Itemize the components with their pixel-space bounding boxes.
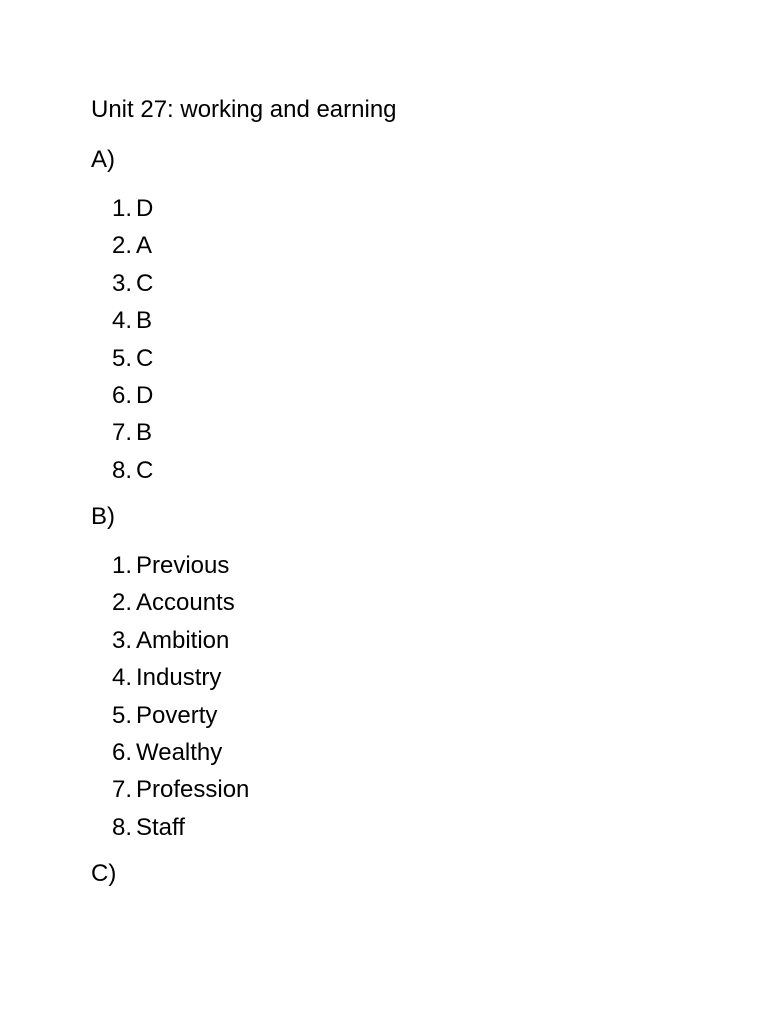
item-answer: D <box>136 381 154 409</box>
item-answer: Accounts <box>136 589 235 617</box>
item-answer: A <box>136 232 153 260</box>
list-item <box>112 809 249 846</box>
list-item <box>112 340 153 377</box>
list-item <box>112 659 249 696</box>
list-item <box>112 265 153 302</box>
section-a-answer-list <box>112 190 153 489</box>
item-number: 5. <box>112 344 133 372</box>
item-answer: C <box>136 344 154 372</box>
item-answer: B <box>136 307 153 335</box>
list-item <box>112 734 249 771</box>
item-number: 4. <box>112 307 133 335</box>
list-item <box>112 584 249 621</box>
item-number: 5. <box>112 701 133 729</box>
item-answer: B <box>136 419 153 447</box>
section-b-label: B) <box>91 503 115 530</box>
item-answer: C <box>136 456 154 484</box>
item-number: 7. <box>112 776 133 804</box>
item-number: 2. <box>112 589 133 617</box>
item-number: 2. <box>112 232 133 260</box>
list-item <box>112 414 153 451</box>
section-c-label: C) <box>91 860 117 887</box>
item-number: 4. <box>112 664 133 692</box>
item-number: 6. <box>112 738 133 766</box>
item-answer: Staff <box>136 813 185 841</box>
item-answer: C <box>136 269 154 297</box>
item-number: 3. <box>112 626 133 654</box>
item-number: 8. <box>112 456 133 484</box>
item-number: 1. <box>112 195 133 222</box>
list-item <box>112 697 249 734</box>
list-item <box>112 190 153 227</box>
list-item <box>112 622 249 659</box>
item-answer: Poverty <box>136 701 218 729</box>
item-number: 3. <box>112 269 133 297</box>
page-title: Unit 27: working and earning <box>91 96 397 123</box>
item-answer: Profession <box>136 776 250 804</box>
item-answer: Ambition <box>136 626 230 654</box>
section-a-label: A) <box>91 146 115 173</box>
item-answer: Industry <box>136 664 222 692</box>
list-item <box>112 547 249 584</box>
item-answer: Wealthy <box>136 738 223 766</box>
list-item <box>112 771 249 808</box>
item-number: 8. <box>112 813 133 841</box>
list-item <box>112 377 153 414</box>
list-item <box>112 227 153 264</box>
item-answer: D <box>136 195 154 222</box>
item-number: 6. <box>112 381 133 409</box>
item-number: 1. <box>112 552 133 579</box>
section-b-answer-list <box>112 547 249 846</box>
list-item <box>112 302 153 339</box>
list-item <box>112 452 153 489</box>
item-number: 7. <box>112 419 133 447</box>
item-answer: Previous <box>136 552 230 579</box>
